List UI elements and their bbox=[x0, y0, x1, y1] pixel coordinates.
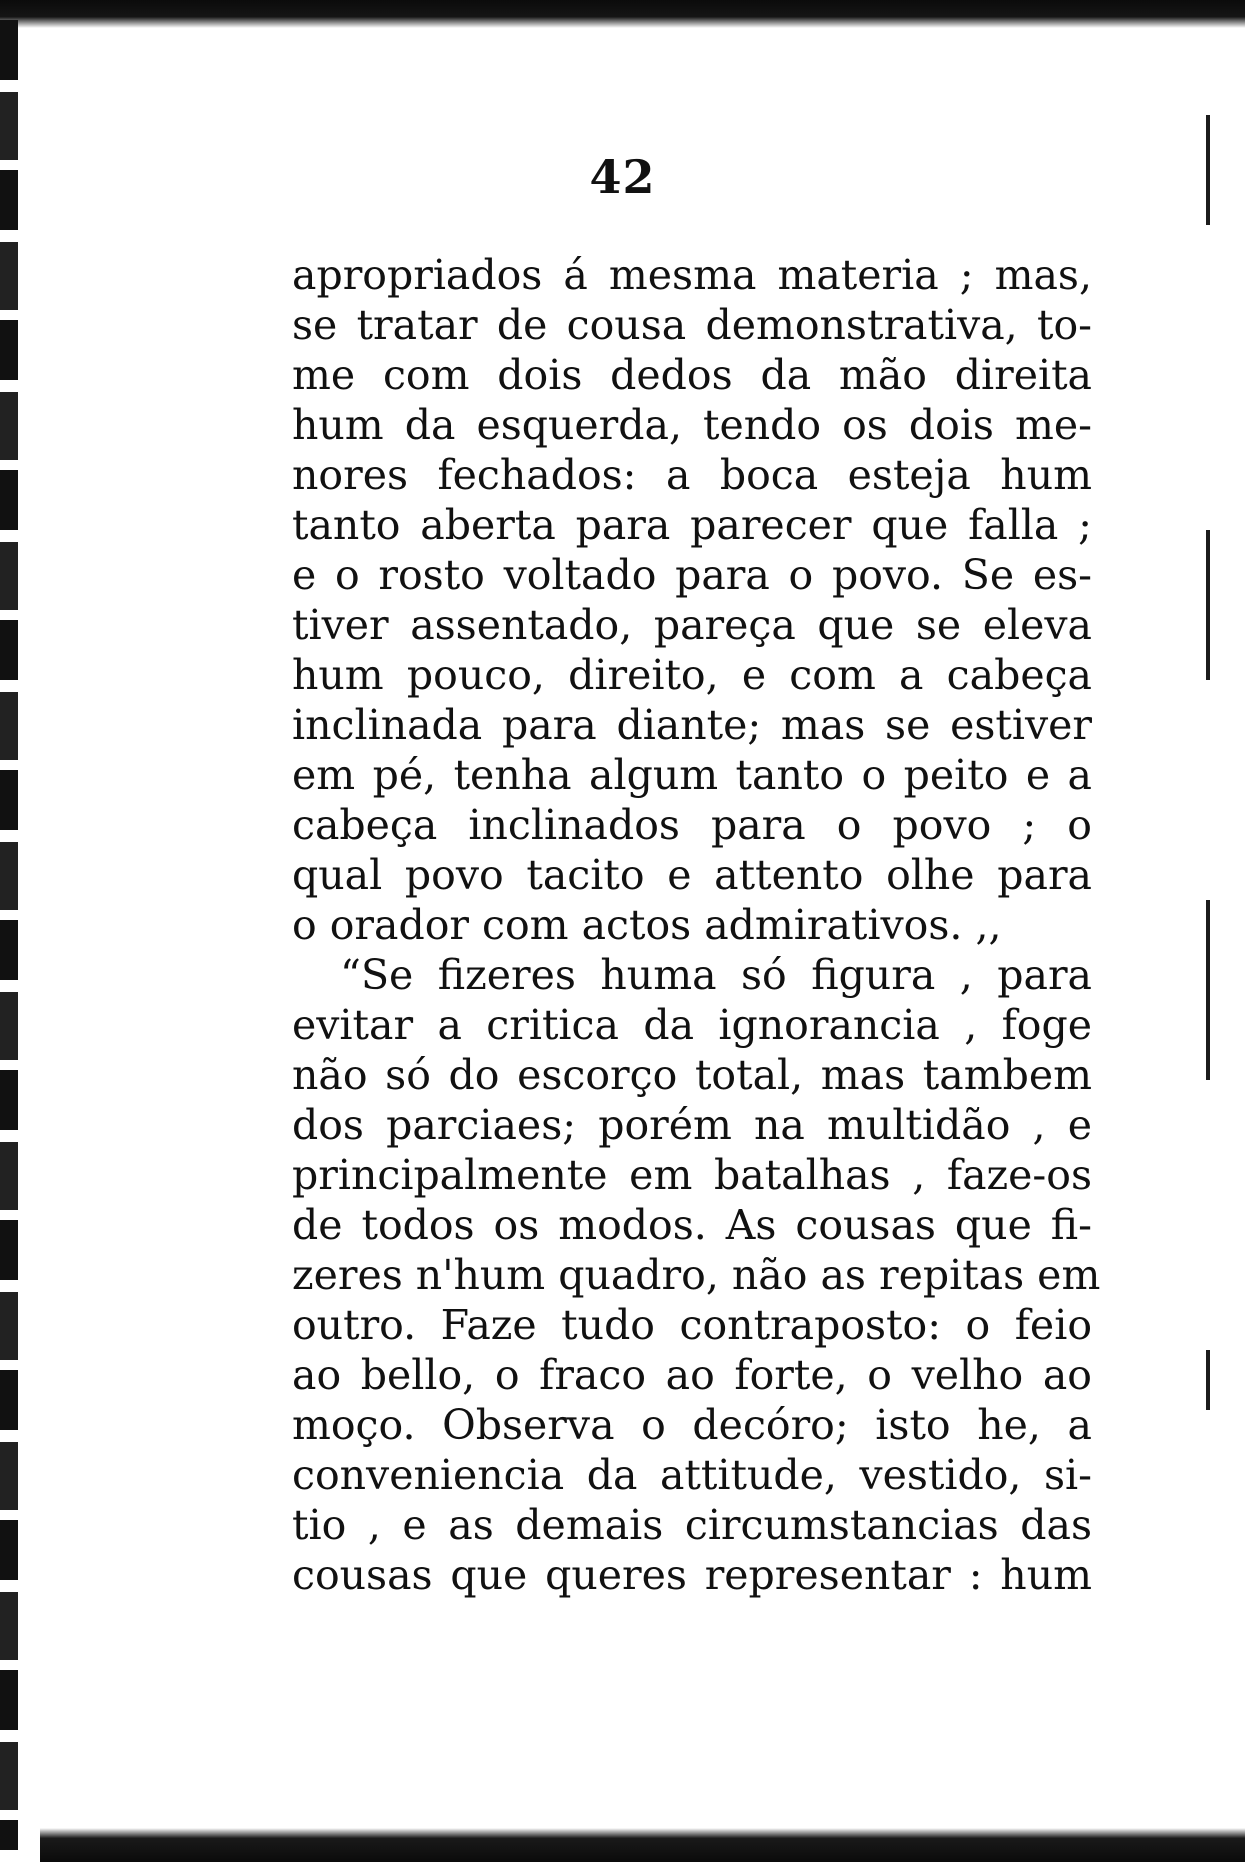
text-line: ao bello, o fraco ao forte, o velho ao bbox=[292, 1351, 1092, 1399]
text-line: se tratar de cousa demonstrativa, to- bbox=[292, 301, 1092, 349]
text-line: de todos os modos. As cousas que fi- bbox=[292, 1201, 1092, 1249]
text-line: não só do escorço total, mas tambem bbox=[292, 1051, 1092, 1099]
text-line: tiver assentado, pareça que se eleva bbox=[292, 601, 1092, 649]
scan-mark-right bbox=[1206, 530, 1210, 680]
text-line: tio , e as demais circumstancias das bbox=[292, 1501, 1092, 1549]
scan-mark-right bbox=[1206, 900, 1210, 1080]
scan-mark-right bbox=[1206, 1350, 1210, 1410]
text-line: o orador com actos admirativos. ,, bbox=[292, 901, 1002, 949]
text-line: qual povo tacito e attento olhe para bbox=[292, 851, 1092, 899]
text-line: evitar a critica da ignorancia , foge bbox=[292, 1001, 1092, 1049]
text-line: cousas que queres representar : hum bbox=[292, 1551, 1092, 1599]
text-line: dos parciaes; porém na multidão , e bbox=[292, 1101, 1092, 1149]
text-line: me com dois dedos da mão direita bbox=[292, 351, 1092, 399]
text-line: zeres n'hum quadro, não as repitas em bbox=[292, 1251, 1101, 1299]
text-line: moço. Observa o decóro; isto he, a bbox=[292, 1401, 1092, 1449]
text-line: hum da esquerda, tendo os dois me- bbox=[292, 401, 1092, 449]
page-number: 42 bbox=[589, 150, 656, 204]
text-line: conveniencia da attitude, vestido, si- bbox=[292, 1451, 1092, 1499]
scan-border-left bbox=[0, 20, 18, 1850]
text-line: nores fechados: a boca esteja hum bbox=[292, 451, 1092, 499]
text-line: outro. Faze tudo contraposto: o feio bbox=[292, 1301, 1092, 1349]
text-line: “Se fizeres huma só figura , para bbox=[340, 951, 1092, 999]
text-line: apropriados á mesma materia ; mas, bbox=[292, 251, 1092, 299]
text-line: tanto aberta para parecer que falla ; bbox=[292, 501, 1092, 549]
text-line: hum pouco, direito, e com a cabeça bbox=[292, 651, 1092, 699]
text-line: e o rosto voltado para o povo. Se es- bbox=[292, 551, 1092, 599]
text-line: cabeça inclinados para o povo ; o bbox=[292, 801, 1092, 849]
scan-border-top bbox=[0, 0, 1245, 28]
scan-border-bottom bbox=[40, 1828, 1245, 1862]
text-line: em pé, tenha algum tanto o peito e a bbox=[292, 751, 1092, 799]
text-line: principalmente em batalhas , faze-os bbox=[292, 1151, 1092, 1199]
text-line: inclinada para diante; mas se estiver bbox=[292, 701, 1092, 749]
body-text bbox=[292, 250, 1101, 1600]
